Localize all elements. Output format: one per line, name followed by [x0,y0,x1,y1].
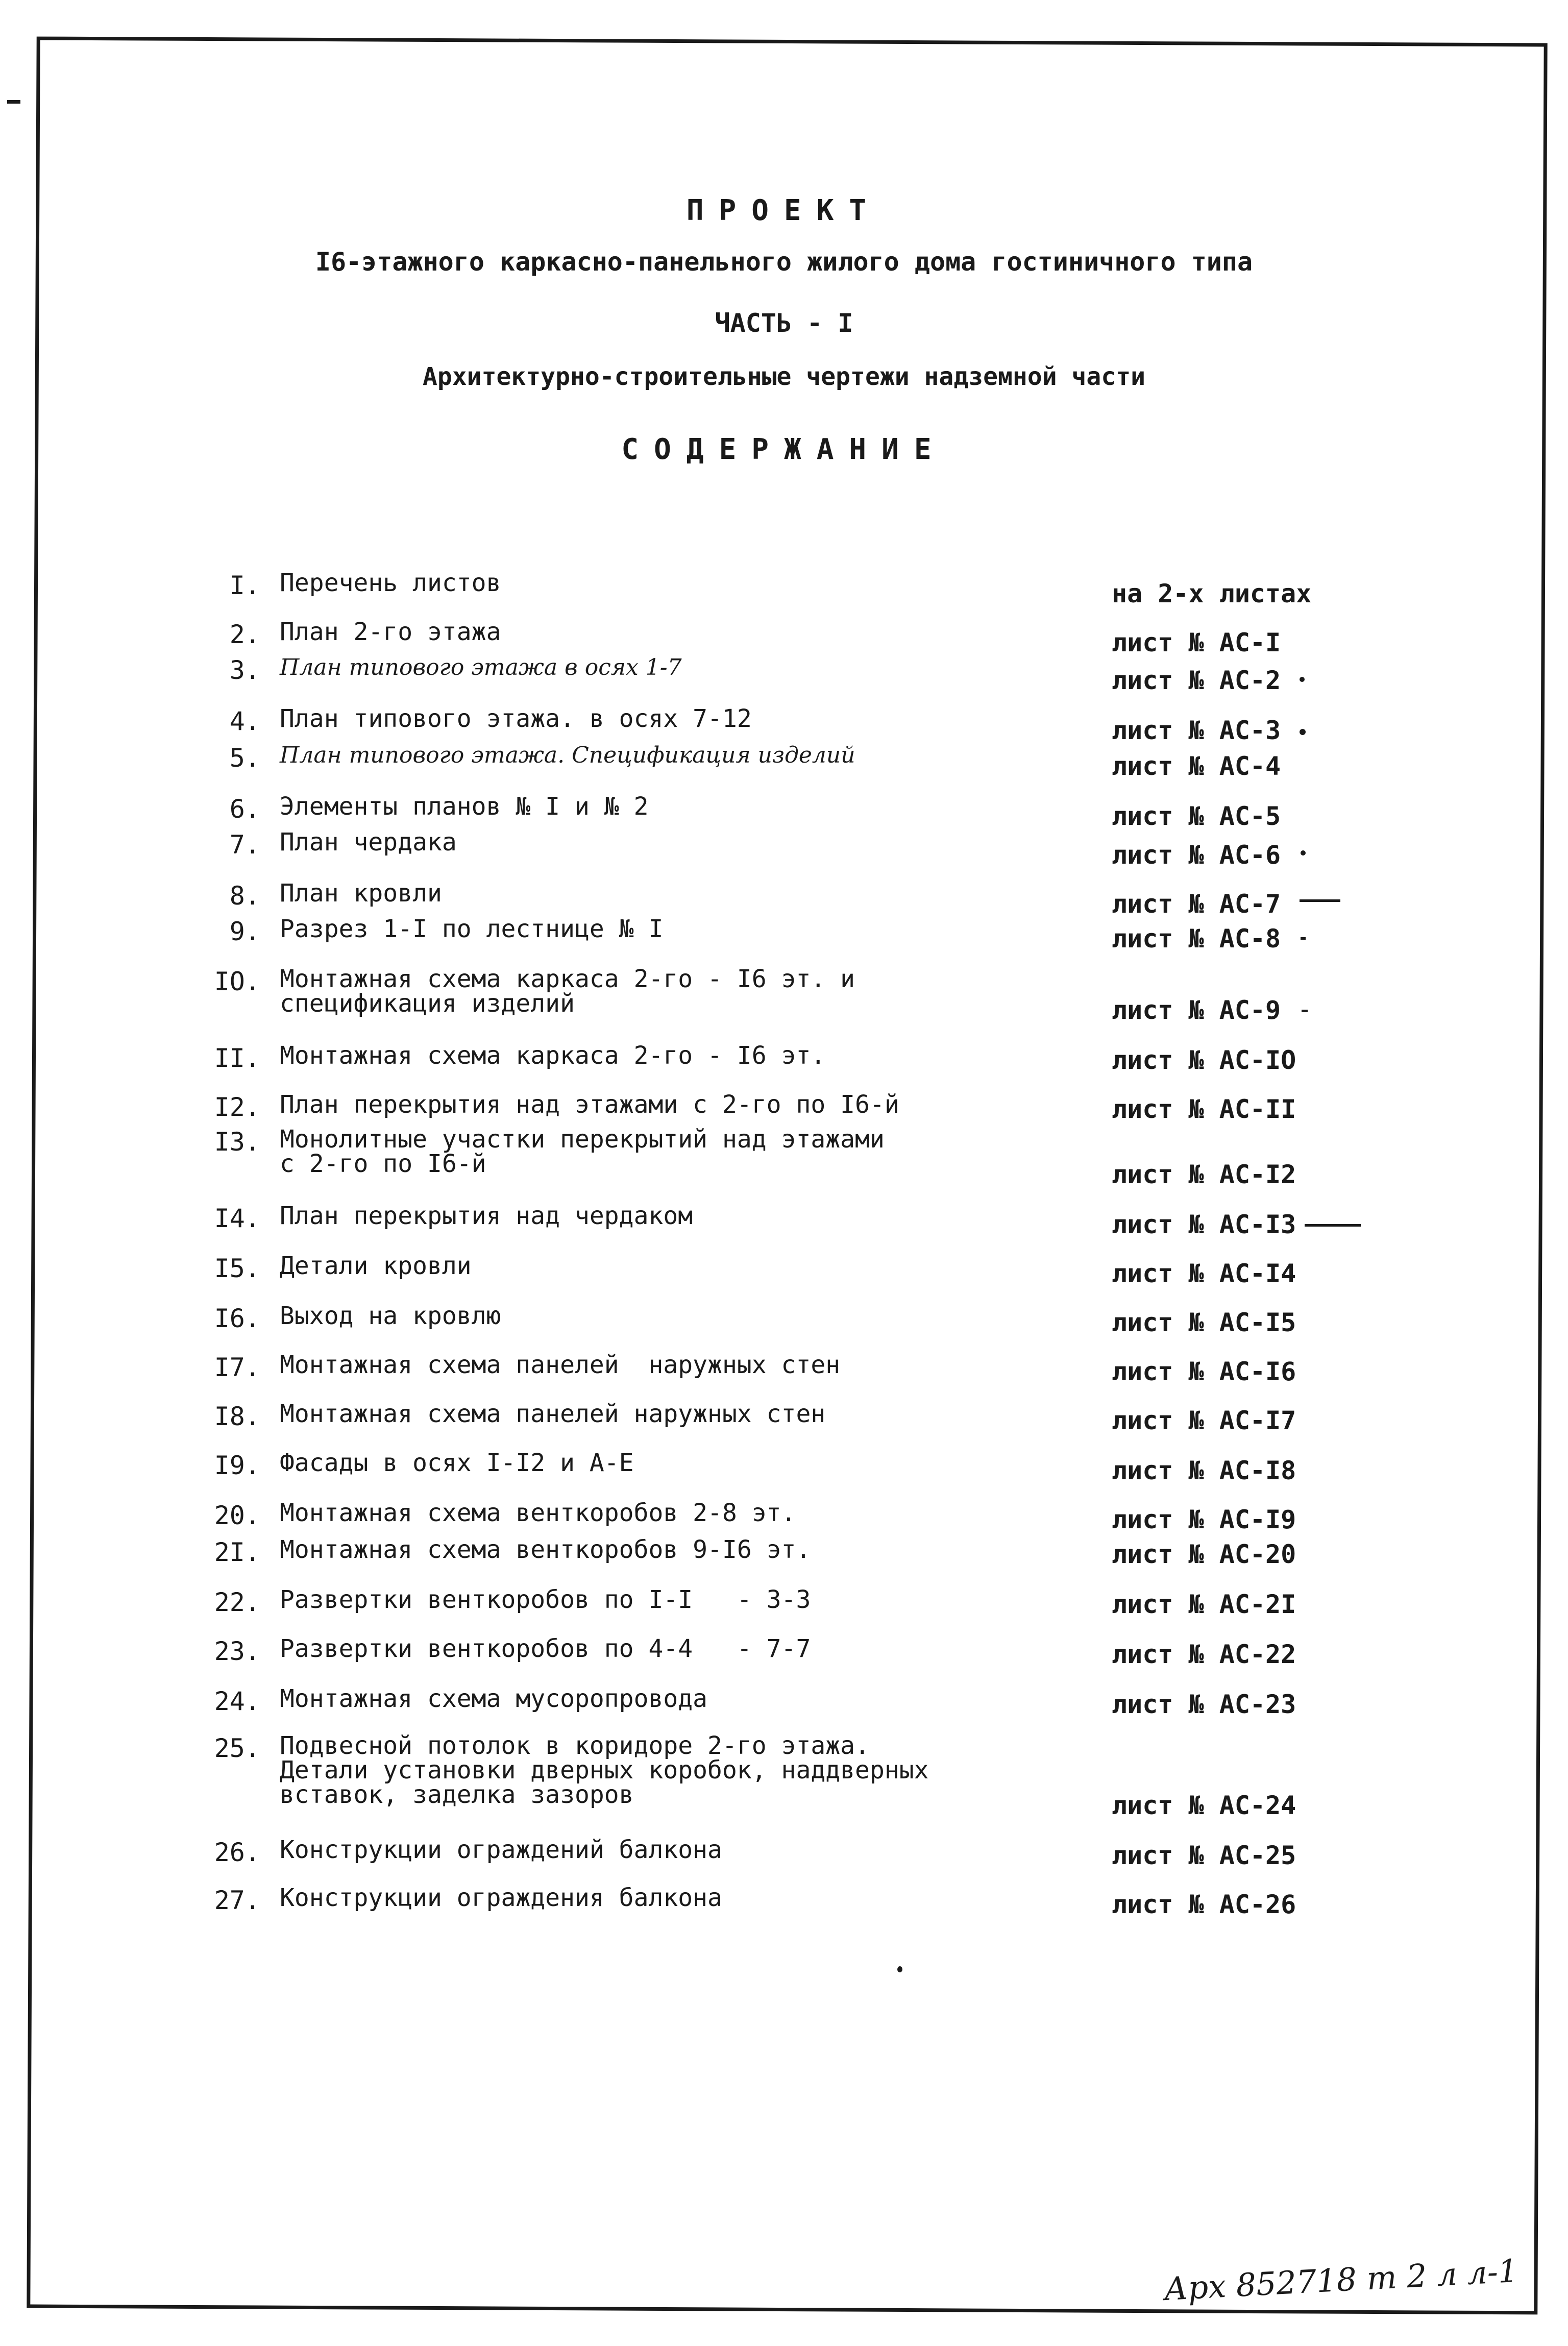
toc-sheet: лист № АС-I [1112,628,1281,657]
toc-number: I3. [214,1127,260,1157]
document-title: ПРОЕКТ [686,194,882,227]
toc-title: Монтажная схема венткоробов 2-8 эт. [280,1499,796,1527]
toc-number: 27. [214,1886,260,1915]
toc-title: Монтажная схема панелей наружных стен [280,1351,841,1379]
toc-number: I5. [214,1254,260,1283]
document-subtitle: I6-этажного каркасно-панельного жилого дома гостиничного типа [315,247,1253,277]
toc-number: 3. [229,655,260,685]
toc-number: 2I. [214,1537,260,1567]
toc-title: План 2-го этажа [280,618,501,646]
toc-sheet: лист № АС-I2 [1112,1160,1296,1189]
toc-sheet: лист № АС-I7 [1112,1406,1296,1435]
toc-number: 9. [229,917,260,946]
toc-title: Монтажная схема панелей наружных стен [280,1400,826,1428]
toc-sheet: лист № АС-2 [1112,666,1281,695]
toc-title: Монтажная схема каркаса 2-го - I6 эт. и спецификация изделий [280,965,855,1018]
toc-number: II. [214,1043,260,1073]
toc-number: 7. [229,830,260,860]
toc-number: I2. [214,1092,260,1122]
ink-dot [897,1966,902,1972]
toc-title: Конструкции ограждений балкона [280,1836,722,1864]
toc-title: Развертки венткоробов по 4-4 - 7-7 [280,1634,811,1663]
toc-sheet: лист № АС-II [1112,1094,1296,1124]
toc-title: Монолитные участки перекрытий над этажами с 2-го по I6-й [280,1125,885,1178]
toc-number: 2. [229,620,260,649]
toc-sheet: лист № АС-26 [1112,1890,1296,1919]
toc-number: 23. [214,1636,260,1666]
toc-sheet: лист № АС-25 [1112,1841,1296,1870]
toc-sheet: лист № АС-I4 [1112,1259,1296,1288]
toc-number: 4. [229,706,260,736]
toc-title: План типового этажа в осях 1-7 [280,654,682,680]
toc-sheet: лист № АС-5 [1112,801,1281,831]
toc-number: 26. [214,1838,260,1867]
toc-title: Фасады в осях I-I2 и А-Е [280,1449,634,1477]
toc-number: 22. [214,1587,260,1617]
toc-title: Элементы планов № I и № 2 [280,792,649,821]
toc-sheet: лист № АС-I5 [1112,1308,1296,1337]
part-subtitle: Архитектурно-строительные чертежи надземной части [422,362,1146,391]
toc-title: Перечень листов [280,569,501,597]
toc-sheet: лист № АС-2I [1112,1590,1296,1619]
pencil-mark [1300,677,1305,682]
toc-title: План перекрытия над чердаком [280,1202,693,1230]
toc-sheet: лист № АС-6 [1112,840,1281,870]
toc-number: 6. [229,794,260,824]
toc-sheet: лист № АС-3 [1112,716,1281,745]
toc-number: 25. [214,1733,260,1763]
toc-number: 20. [214,1501,260,1530]
toc-sheet: лист № АС-I8 [1112,1456,1296,1485]
toc-sheet: на 2-х листах [1112,579,1312,608]
toc-number: 24. [214,1687,260,1716]
toc-number: I. [229,571,260,600]
pencil-mark [1300,899,1340,902]
toc-number: 5. [229,743,260,773]
toc-title: Подвесной потолок в коридоре 2-го этажа. Детали установки дверных коробок, наддверных вставок, заделка зазоров [280,1731,929,1809]
toc-title: Выход на кровлю [280,1302,501,1330]
toc-title: Детали кровли [280,1252,472,1280]
toc-title: Монтажная схема мусоропровода [280,1684,708,1713]
pencil-mark [1302,1010,1308,1012]
toc-sheet: лист № АС-I9 [1112,1505,1296,1534]
toc-title: Монтажная схема каркаса 2-го - I6 эт. [280,1041,826,1070]
toc-number: I9. [214,1451,260,1480]
toc-number: I7. [214,1353,260,1382]
toc-sheet: лист № АС-7 [1112,889,1281,919]
toc-number: I4. [214,1204,260,1233]
toc-title: Развертки венткоробов по I-I - 3-3 [280,1585,811,1614]
toc-sheet: лист № АС-20 [1112,1539,1296,1569]
pencil-mark [1301,937,1306,940]
toc-number: I6. [214,1304,260,1333]
toc-title: План перекрытия над этажами с 2-го по I6-й [280,1090,899,1119]
toc-title: Конструкции ограждения балкона [280,1884,722,1912]
toc-number: IO. [214,967,260,996]
pencil-mark [1301,850,1306,856]
toc-number: I8. [214,1402,260,1431]
toc-sheet: лист № АС-24 [1112,1791,1296,1820]
archive-number: Арх 852718 т 2 л л-1 [1163,2252,1519,2308]
part-number: ЧАСТЬ - I [715,308,853,338]
toc-title: Монтажная схема венткоробов 9-I6 эт. [280,1535,811,1564]
toc-title: План типового этажа. в осях 7-12 [280,704,752,733]
toc-sheet: лист № АС-I3 [1112,1210,1296,1239]
pencil-mark [1300,729,1306,735]
toc-title: План типового этажа. Спецификация изделий [280,742,855,768]
toc-sheet: лист № АС-22 [1112,1640,1296,1669]
toc-sheet: лист № АС-4 [1112,751,1281,781]
toc-sheet: лист № АС-23 [1112,1690,1296,1719]
toc-sheet: лист № АС-I6 [1112,1357,1296,1386]
pencil-mark [1305,1224,1361,1227]
toc-sheet: лист № АС-9 [1112,995,1281,1025]
toc-title: План кровли [280,879,442,908]
toc-sheet: лист № АС-IO [1112,1045,1296,1075]
toc-title: Разрез 1-I по лестнице № I [280,915,664,943]
toc-number: 8. [229,881,260,911]
toc-title: План чердака [280,828,457,857]
toc-sheet: лист № АС-8 [1112,924,1281,954]
contents-heading: СОДЕРЖАНИЕ [621,433,947,466]
